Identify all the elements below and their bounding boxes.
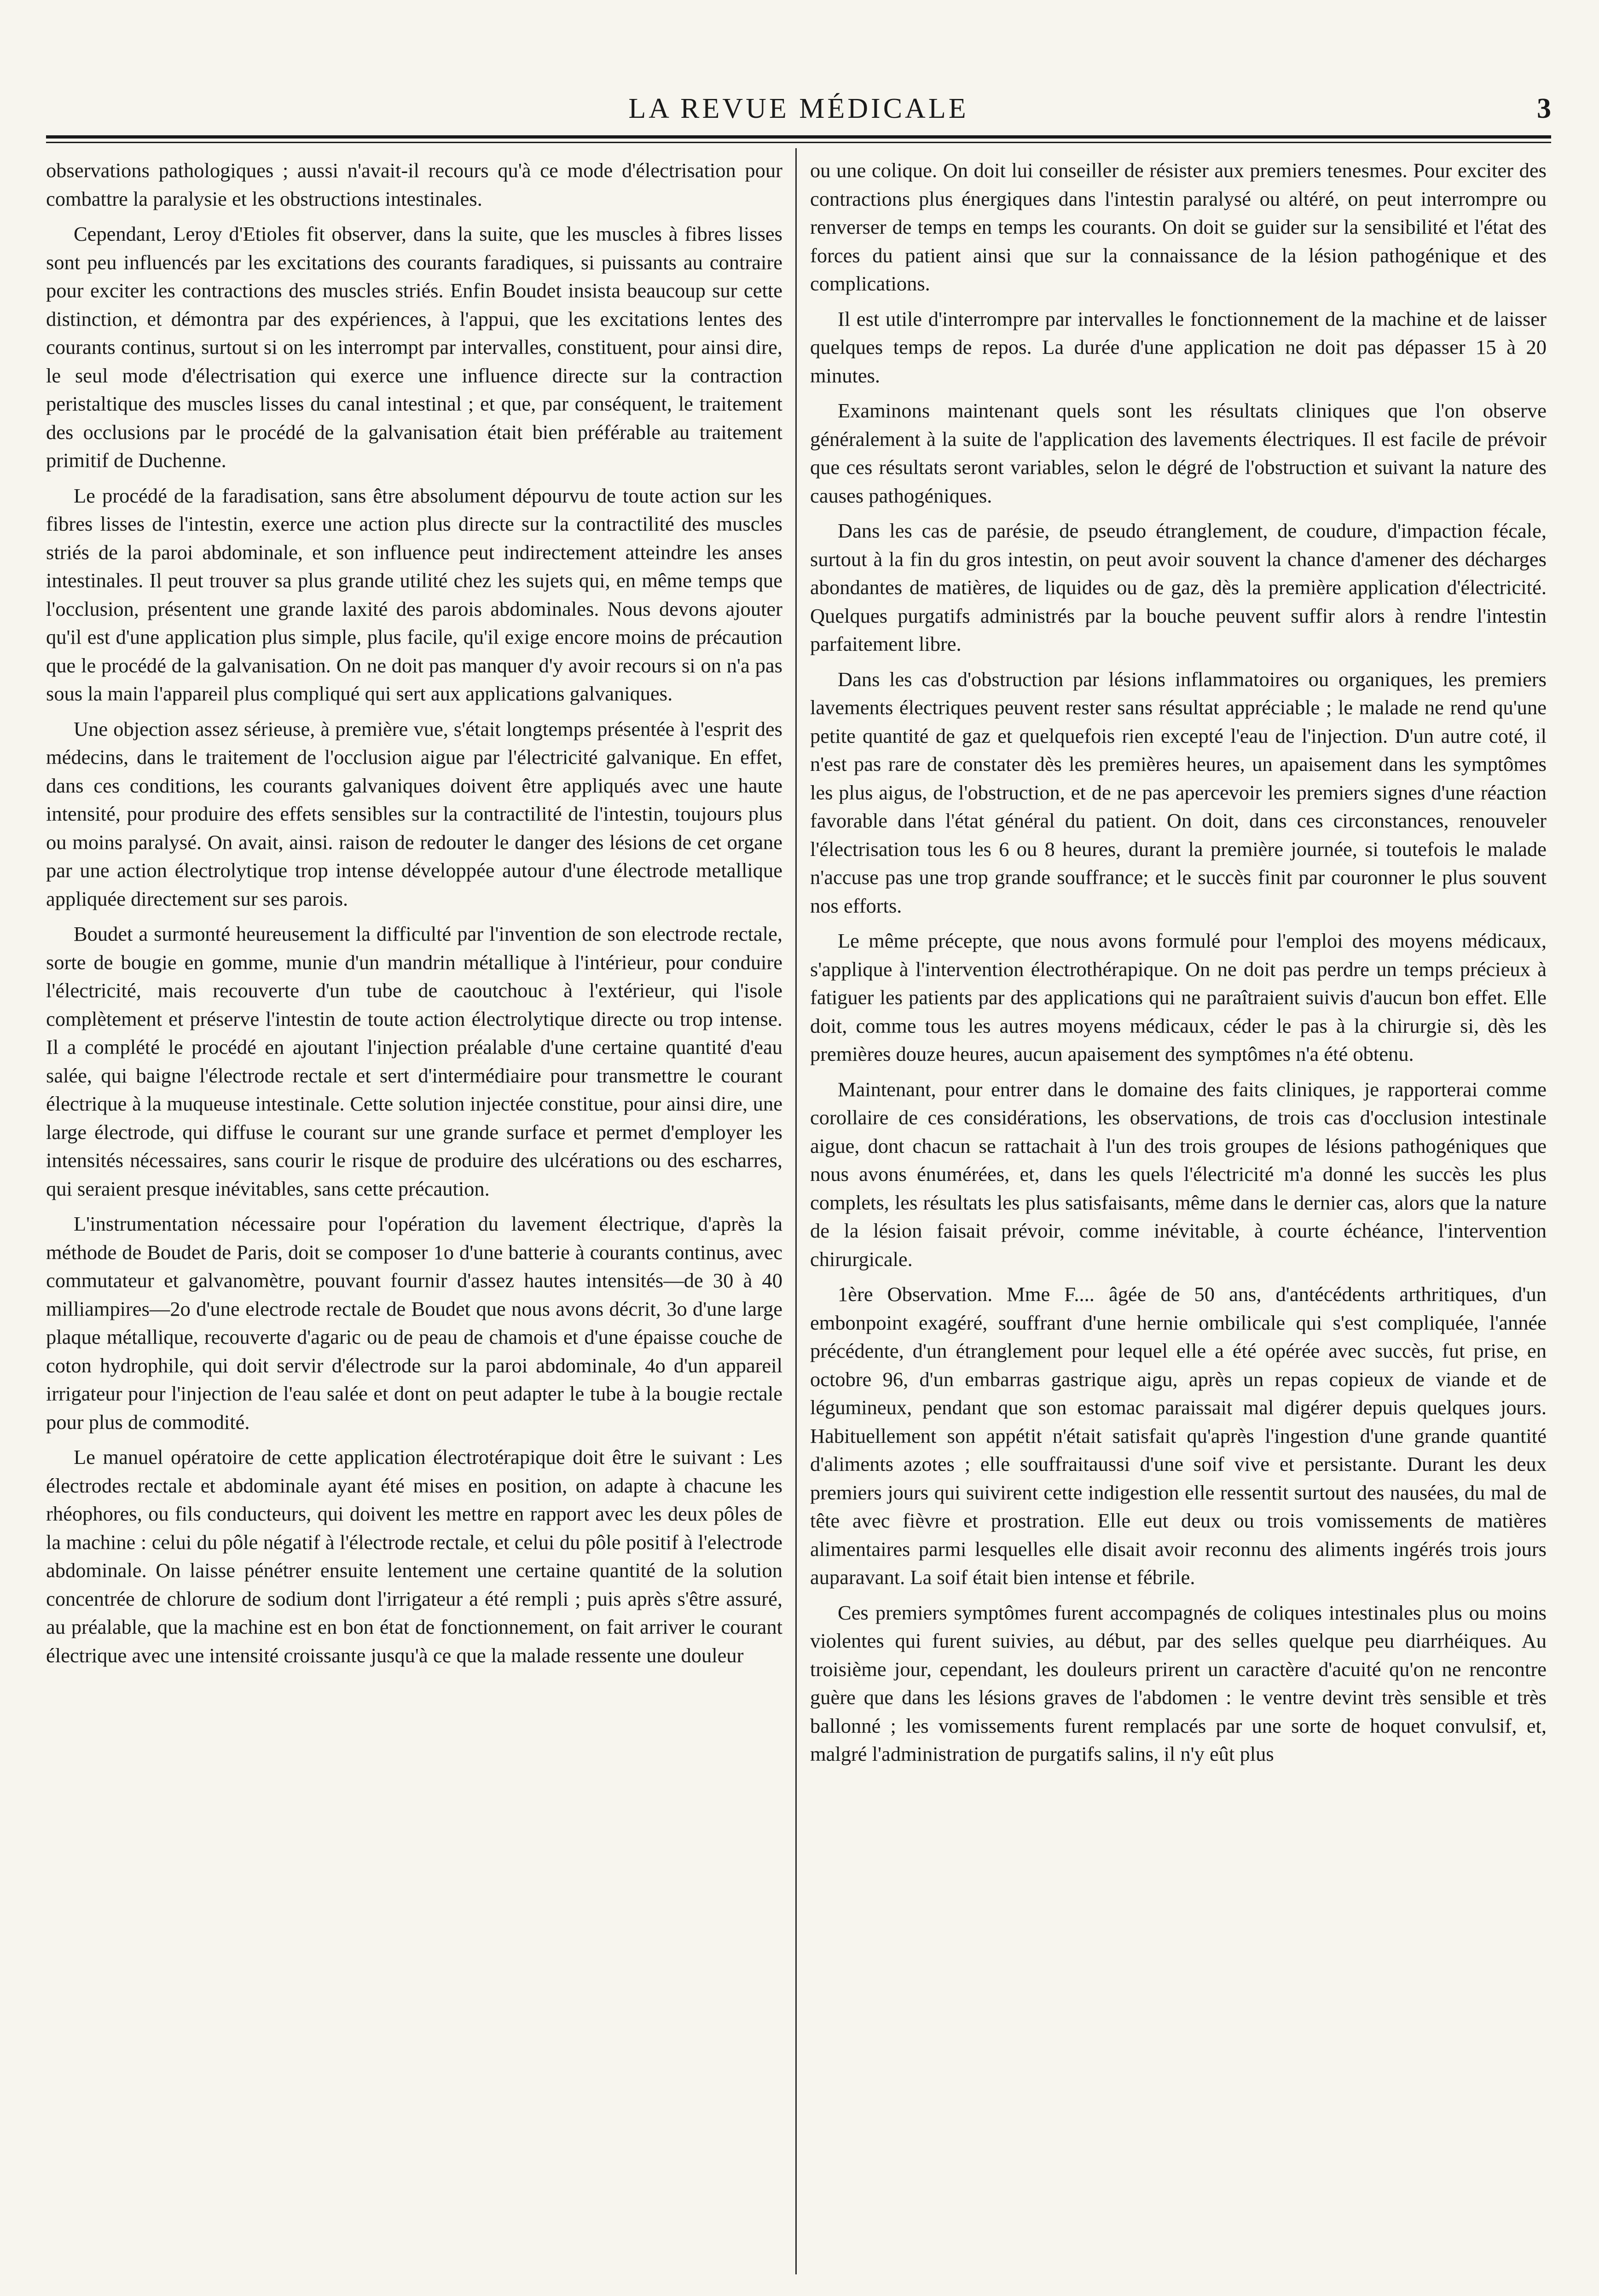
paragraph: Boudet a surmonté heureusement la difficulté par l'invention de son electrode rectale, sorte de bougie en gomme, munie d'un mandrin métallique à l'intérieur, pour conduire l'électricité, mais recouverte d'un tube de caoutchouc à l'extérieur, qui l'isole complètement et préserve l'intestin de toute action électrolytique directe ou trop intense. Il a complété le procédé en ajoutant l'injection préalable d'une certaine quantité d'eau salée, qui baigne l'électrode rectale et sert d'intermédiaire pour transmettre le courant électrique à la muqueuse intestinale. Cette solution injectée constitue, pour ainsi dire, une large électrode, qui diffuse le courant sur une grande surface et permet d'employer les intensités nécessaires, sans courir le risque de produire des ulcérations ou des escharres, qui seraient presque inévitables, sans cette précaution.	[46, 922, 782, 1200]
paragraph: Il est utile d'interrompre par intervalles le fonctionnement de la machine et de laisser quelques temps de repos. La durée d'une application ne doit pas dépasser 15 à 20 minutes.	[810, 307, 1547, 387]
paragraph: L'instrumentation nécessaire pour l'opération du lavement électrique, d'après la méthode de Boudet de Paris, doit se composer 1o d'une batterie à courants continus, avec commutateur et galvanomètre, pouvant fournir d'assez hautes intensités—de 30 à 40 milliampires—2o d'une electrode rectale de Boudet que nous avons décrit, 3o d'une large plaque métallique, recouverte d'agaric ou de peau de chamois et d'une épaisse couche de coton hydrophile, qui doit servir d'électrode sur la paroi abdominale, 4o d'un appareil irrigateur pour l'injection de l'eau salée et dont on peut adapter le tube à la bougie rectale pour plus de commodité.	[46, 1212, 782, 1434]
paragraph: Une objection assez sérieuse, à première vue, s'était longtemps présentée à l'esprit des médecins, dans le traitement de l'occlusion aigue par l'électricité galvanique. En effet, dans ces conditions, les courants galvaniques doivent être appliqués avec une haute intensité, pour produire des effets sensibles sur la contractilité de l'intestin, toujours plus ou moins paralysé. On avait, ainsi. raison de redouter le danger des lésions de cet organe par une action électrolytique trop intense développée autour d'une électrode metallique appliquée directement sur ses parois.	[46, 717, 782, 910]
paragraph: observations pathologiques ; aussi n'avait-il recours qu'à ce mode d'électrisation pour combattre la paralysie et les obstructions intestinales.	[46, 159, 782, 210]
paragraph: Dans les cas d'obstruction par lésions inflammatoires ou organiques, les premiers lavements électriques peuvent rester sans résultat appréciable ; le malade ne rend qu'une petite quantité de gaz et quelquefois rien excepté l'eau de l'injection. D'un autre coté, il n'est pas rare de constater dès les premières heures, un apaisement dans les symptômes les plus aigus, de l'obstruction, et de ne pas apercevoir les premiers signes d'une réaction favorable dans l'état général du patient. On doit, dans ces circonstances, renouveler l'électrisation tous les 6 ou 8 heures, durant la première journée, si toutefois le malade n'accuse pas une trop grande souffrance; et le succès finit par couronner le plus souvent nos efforts.	[810, 667, 1547, 917]
right-column	[810, 156, 1547, 2269]
paragraph: Maintenant, pour entrer dans le domaine des faits cliniques, je rapporterai comme corollaire de ces considérations, les observations, de trois cas d'occlusion intestinale aigue, dont chacun se rattachait à l'un des trois groupes de lésions pathogéniques que nous avons énumérées, et, dans les quels l'électricité m'a donné les succès les plus complets, les résultats les plus satisfaisants, même dans le dernier cas, alors que la nature de la lésion faisait prévoir, comme inévitable, à courte échéance, l'intervention chirurgicale.	[810, 1077, 1547, 1271]
page-number: 3	[1537, 93, 1551, 124]
header-rule-thin	[46, 142, 1551, 143]
paragraph: 1ère Observation. Mme F.... âgée de 50 ans, d'antécédents arthritiques, d'un embonpoint exagéré, souffrant d'une hernie ombilicale qui s'est compliquée, l'année précédente, d'un étranglement pour lequel elle a été opérée avec succès, fut prise, en octobre 96, d'un embarras gastrique aigu, après un repas copieux de viande et de légumineux, pendant que son estomac paraissait mal digérer depuis quelques jours. Habituellement son appétit n'était satisfait qu'après l'ingestion d'une grande quantité d'aliments azotes ; elle souffraitaussi d'une soif vive et persistante. Durant les deux premiers jours qui suivirent cette indigestion elle ressentit surtout des nausées, du mal de tête avec fièvre et prostration. Elle eut deux ou trois vomissements de matières alimentaires parmi lesquelles elle disait avoir reconnu des aliments ingérés trois jours auparavant. La soif était bien intense et fébrile.	[810, 1283, 1547, 1589]
paragraph: Le même précepte, que nous avons formulé pour l'emploi des moyens médicaux, s'applique à l'intervention électrothérapique. On ne doit pas perdre un temps précieux à fatiguer les patients par des applications qui ne paraîtraient suivis d'aucun bon effet. Elle doit, comme tous les autres moyens médicaux, céder le pas à la chirurgie si, dès les premières douze heures, aucun apaisement des symptômes n'a été obtenu.	[810, 929, 1547, 1065]
paragraph: Ces premiers symptômes furent accompagnés de coliques intestinales plus ou moins violentes qui furent suivies, au début, par des selles quelque peu diarrhéiques. Au troisième jour, cependant, les douleurs prirent un caractère d'acuité qu'on ne rencontre guère que dans les lésions graves de l'abdomen : le ventre devint très sensible et très ballonné ; les vomissements furent remplacés par une sorte de hoquet convulsif, et, malgré l'administration de purgatifs salins, il n'y eût plus	[810, 1601, 1547, 1765]
paragraph: Examinons maintenant quels sont les résultats cliniques que l'on observe généralement à la suite de l'application des lavements électriques. Il est facile de prévoir que ces résultats seront variables, selon le dégré de l'obstruction et suivant la nature des causes pathogéniques.	[810, 399, 1547, 507]
paragraph: Cependant, Leroy d'Etioles fit observer, dans la suite, que les muscles à fibres lisses sont peu influencés par les excitations des courants faradiques, si puissants au contraire pour exciter les contractions des muscles striés. Enfin Boudet insista beaucoup sur cette distinction, et démontra par des expériences, à l'appui, que les excitations lentes des courants continus, surtout si on les interrompt par intervalles, constituent, pour ainsi dire, le seul mode d'électrisation qui exerce une influence directe sur la contraction peristaltique des muscles lisses du canal intestinal ; et que, par conséquent, le traitement des occlusions par le procédé de la galvanisation était bien préférable au traitement primitif de Duchenne.	[46, 222, 782, 472]
journal-title: LA REVUE MÉDICALE	[628, 93, 969, 124]
paragraph: Le manuel opératoire de cette application électrotérapique doit être le suivant : Les électrodes rectale et abdominale ayant été mises en position, on adapte à chacune les rhéophores, ou fils conducteurs, qui doivent les mettre en rapport avec les deux pôles de la machine : celui du pôle négatif à l'électrode rectale, et celui du pôle positif à l'electrode abdominale. On laisse pénétrer ensuite lentement une certaine quantité de la solution concentrée de chlorure de sodium dont l'irrigateur a été rempli ; puis après s'être assuré, au préalable, que la machine est en bon état de fonctionnement, on fait arriver le courant électrique avec une intensité croissante jusqu'à ce que la malade ressente une douleur	[46, 1446, 782, 1667]
header-rule-thick	[46, 135, 1551, 139]
running-head	[46, 90, 1551, 132]
paragraph: ou une colique. On doit lui conseiller de résister aux premiers tenesmes. Pour exciter des contractions plus énergiques dans l'intestin paralysé ou altéré, on peut interrompre ou renverser de temps en temps les courants. On doit se guider sur la sensibilité et l'état des forces du patient ainsi que sur la connaissance de la lésion pathogénique et des complications.	[810, 159, 1547, 295]
column-divider	[795, 148, 797, 2274]
paragraph: Dans les cas de parésie, de pseudo étranglement, de coudure, d'impaction fécale, surtout à la fin du gros intestin, on peut avoir souvent la chance d'amener des décharges abondantes de matières, de liquides ou de gaz, dès la première application d'électricité. Quelques purgatifs administrés par la bouche peuvent suffir alors à rendre l'intestin parfaitement libre.	[810, 519, 1547, 655]
left-column	[46, 156, 782, 2269]
paragraph: Le procédé de la faradisation, sans être absolument dépourvu de toute action sur les fibres lisses de l'intestin, exerce une action plus directe sur la contractilité des muscles striés de la paroi abdominale, et son influence peut indirectement atteindre les anses intestinales. Il peut trouver sa plus grande utilité chez les sujets qui, en même temps que l'occlusion, présentent une grande laxité des parois abdominales. Nous devons ajouter qu'il est d'une application plus simple, plus facile, qu'il exige encore moins de précaution que le procédé de la galvanisation. On ne doit pas manquer d'y avoir recours si on n'a pas sous la main l'appareil plus compliqué qui sert aux applications galvaniques.	[46, 484, 782, 705]
